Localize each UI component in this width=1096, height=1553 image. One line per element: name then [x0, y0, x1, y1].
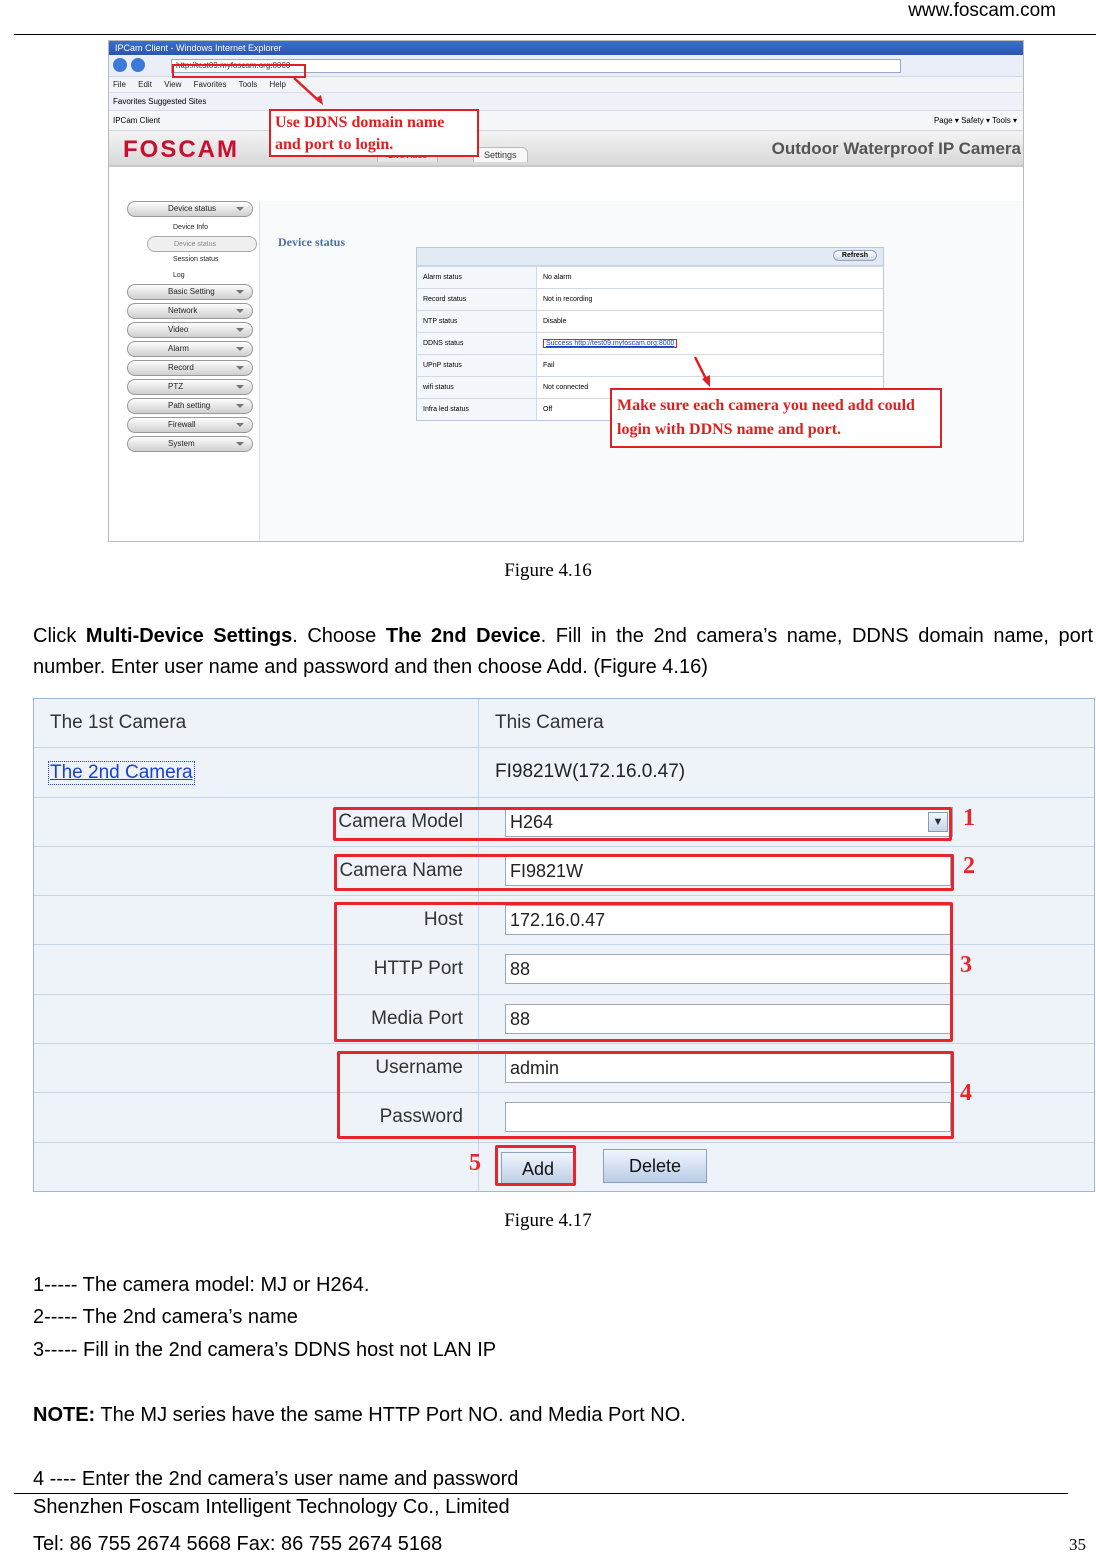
annotation-number-3: 3: [960, 952, 972, 978]
caption-figure-4-17: Figure 4.17: [504, 1210, 592, 1231]
sidebar-sub-device-status[interactable]: Device status: [147, 236, 257, 252]
sidebar-path-setting[interactable]: Path setting: [127, 398, 253, 414]
browser-toolbar-right[interactable]: Page ▾ Safety ▾ Tools ▾: [933, 116, 1017, 125]
http-port-input[interactable]: 88: [505, 954, 951, 984]
first-camera-label[interactable]: The 1st Camera: [50, 712, 187, 733]
sidebar-sub-log[interactable]: Log: [173, 272, 185, 279]
status-key: Infra led status: [417, 399, 537, 420]
menu-view[interactable]: View: [164, 80, 182, 89]
add-button[interactable]: Add: [501, 1152, 575, 1186]
status-key: NTP status: [417, 311, 537, 332]
username-label: Username: [375, 1057, 463, 1079]
refresh-button[interactable]: Refresh: [833, 250, 877, 261]
this-camera-label: This Camera: [495, 712, 604, 733]
status-key: DDNS status: [417, 333, 537, 354]
foscam-logo: FOSCAM: [123, 136, 239, 163]
address-input[interactable]: http://test09.myfoscam.org:8000: [171, 59, 901, 73]
sidebar-device-status[interactable]: Device status: [127, 201, 253, 217]
sidebar-record[interactable]: Record: [127, 360, 253, 376]
status-key: wifi status: [417, 377, 537, 398]
footer-company: Shenzhen Foscam Intelligent Technology Co., Limited: [33, 1496, 510, 1518]
status-value: Not connected: [537, 377, 883, 398]
http-port-label: HTTP Port: [373, 958, 463, 980]
figure-4-17-screenshot: [33, 698, 1095, 1192]
note-line-1: 1----- The camera model: MJ or H264.: [33, 1274, 370, 1296]
annotation-box-2: [334, 854, 954, 891]
delete-button[interactable]: Delete: [603, 1149, 707, 1183]
status-key: Record status: [417, 289, 537, 310]
camera-name-label: Camera Name: [339, 859, 463, 881]
camera-model-value: H264: [510, 811, 554, 832]
page-number: 35: [1069, 1535, 1086, 1553]
status-value: Off: [537, 399, 883, 420]
camera-name-input[interactable]: FI9821W: [505, 856, 951, 886]
annotation-box-3: [334, 902, 953, 1042]
menu-help[interactable]: Help: [269, 80, 286, 89]
menu-tools[interactable]: Tools: [238, 80, 258, 89]
this-camera-value: FI9821W(172.16.0.47): [495, 761, 686, 783]
status-value: No alarm: [537, 267, 883, 288]
callout-bottom: Make sure each camera you need add could login with DDNS name and port.: [610, 388, 942, 448]
caption-figure-4-16: Figure 4.16: [504, 560, 592, 581]
para-text: . Fill in the 2nd camera’s name, DDNS domain name, port number. Enter user name and password and then choose Add. (Figure 4.16): [33, 625, 1094, 678]
footer-contact: Tel: 86 755 2674 5668 Fax: 86 755 2674 5168: [33, 1533, 443, 1553]
instruction-paragraph: [33, 621, 1093, 683]
sidebar-video[interactable]: Video: [127, 322, 253, 338]
annotation-number-2: 2: [963, 853, 975, 879]
ddns-status-link[interactable]: Success http://test09.myfoscam.org:8000: [543, 339, 677, 348]
second-camera-link[interactable]: The 2nd Camera: [50, 762, 193, 784]
footer-rule: [14, 1493, 1068, 1494]
media-port-input[interactable]: 88: [505, 1004, 951, 1034]
annotation-number-5: 5: [469, 1150, 481, 1176]
menu-favorites[interactable]: Favorites: [193, 80, 227, 89]
annotation-box-4: [337, 1051, 954, 1139]
camera-header-row: [34, 699, 1094, 748]
second-device-term: The 2nd Device: [385, 625, 541, 647]
callout-top: Use DDNS domain name and port to login.: [269, 109, 479, 157]
header-url: www.foscam.com: [908, 0, 1056, 21]
sidebar-firewall[interactable]: Firewall: [127, 417, 253, 433]
menu-file[interactable]: File: [113, 80, 126, 89]
camera-model-label: Camera Model: [338, 810, 463, 832]
sidebar-sub-session-status[interactable]: Session status: [173, 256, 219, 263]
figure-4-16-screenshot: [108, 40, 1024, 542]
status-value: Not in recording: [537, 289, 883, 310]
sidebar-ptz[interactable]: PTZ: [127, 379, 253, 395]
header-rule: [14, 34, 1096, 35]
sidebar-system[interactable]: System: [127, 436, 253, 452]
sidebar-alarm[interactable]: Alarm: [127, 341, 253, 357]
callout-arrows: [109, 41, 1024, 542]
host-label: Host: [423, 909, 463, 931]
status-key: UPnP status: [417, 355, 537, 376]
note-label: NOTE:: [33, 1404, 96, 1426]
sidebar-network[interactable]: Network: [127, 303, 253, 319]
note-line-3: 3----- Fill in the 2nd camera’s DDNS host not LAN IP: [33, 1339, 497, 1361]
note-line-2: 2----- The 2nd camera’s name: [33, 1306, 298, 1328]
section-title: Device status: [278, 235, 345, 249]
sidebar-basic-setting[interactable]: Basic Setting: [127, 284, 253, 300]
menu-edit[interactable]: Edit: [138, 80, 152, 89]
annotation-box-1: [333, 807, 952, 841]
annotation-box-5: [495, 1145, 576, 1186]
sidebar-sub-device-info[interactable]: Device Info: [173, 224, 209, 231]
favorites-bar[interactable]: Favorites Suggested Sites: [109, 93, 1023, 111]
multi-device-settings-term: Multi-Device Settings: [85, 625, 293, 647]
password-label: Password: [379, 1106, 463, 1128]
para-text: Click: [33, 625, 86, 647]
host-input[interactable]: 172.16.0.47: [505, 905, 951, 935]
product-title: Outdoor Waterproof IP Camera: [771, 139, 1021, 158]
nav-settings[interactable]: Settings: [473, 147, 528, 162]
annotation-number-4: 4: [960, 1080, 972, 1106]
browser-title-bar: IPCam Client - Windows Internet Explorer: [109, 41, 1023, 55]
username-input[interactable]: admin: [505, 1053, 951, 1083]
note-text: The MJ series have the same HTTP Port NO. and Media Port NO.: [95, 1404, 686, 1426]
camera-select-row: [34, 748, 1094, 797]
browser-tab[interactable]: IPCam Client: [113, 116, 161, 125]
annotation-number-1: 1: [963, 805, 975, 831]
status-key: Alarm status: [417, 267, 537, 288]
para-text: . Choose: [292, 625, 386, 647]
note-warning: [33, 1404, 686, 1427]
status-value: Fail: [537, 355, 883, 376]
media-port-label: Media Port: [371, 1007, 463, 1029]
note-line-4: 4 ---- Enter the 2nd camera’s user name and password: [33, 1468, 519, 1490]
status-value: Disable: [537, 311, 883, 332]
chevron-down-icon[interactable]: ▼: [928, 812, 948, 832]
